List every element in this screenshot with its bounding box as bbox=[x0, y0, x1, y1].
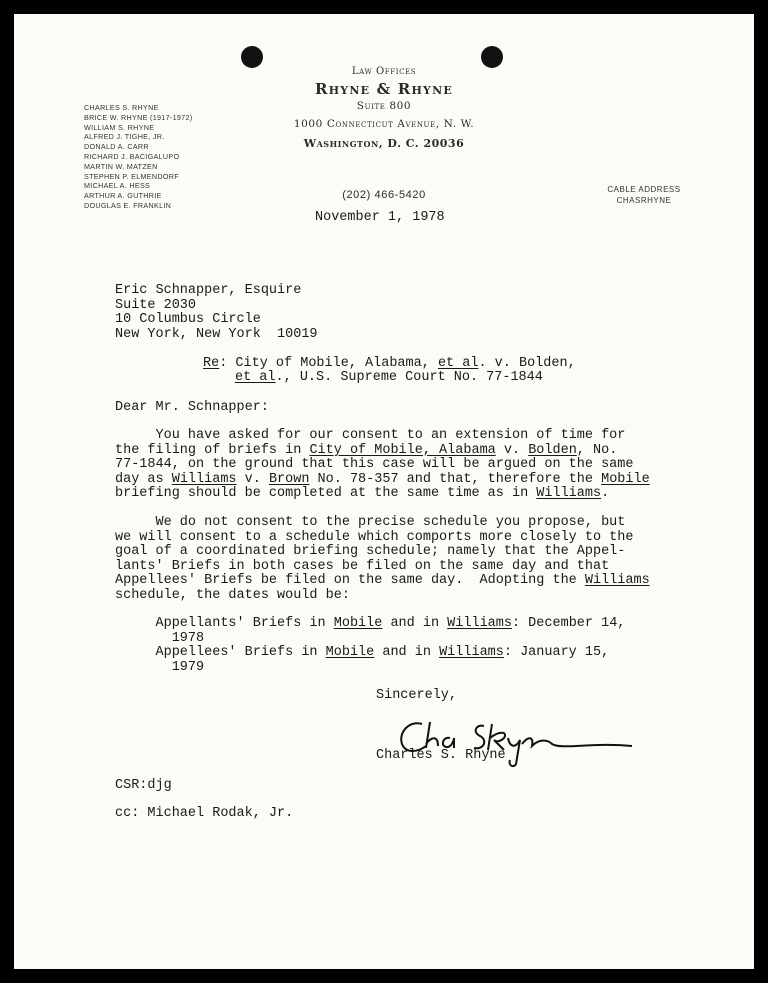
re-line-2 bbox=[235, 371, 543, 386]
schedule-line: Appellees' Briefs in Mobile and in Williams: January 15, bbox=[115, 645, 610, 660]
typist-initials: CSR:djg bbox=[115, 778, 172, 793]
addressee-line: Suite 2030 bbox=[115, 297, 197, 313]
addressee-block bbox=[115, 284, 318, 342]
cable-label: CABLE ADDRESS bbox=[607, 185, 681, 194]
partner-name: WILLIAM S. RHYNE bbox=[84, 122, 155, 132]
text-line: 77-1844, on the ground that this case will be argued on the same bbox=[115, 457, 634, 472]
partner-name: DONALD A. CARR bbox=[84, 142, 149, 152]
letterhead-suite: Suite 800 bbox=[356, 100, 412, 112]
closing: Sincerely, bbox=[376, 688, 458, 703]
paragraph-2 bbox=[115, 516, 650, 603]
re-text: ., U.S. Supreme Court No. 77-1844 bbox=[275, 370, 543, 385]
text-line: goal of a coordinated briefing schedule; namely that the Appel- bbox=[115, 544, 626, 559]
re-label: Re bbox=[203, 356, 220, 371]
signer-name: Charles S. Rhyne bbox=[376, 748, 506, 763]
paragraph-1 bbox=[115, 429, 650, 502]
letterhead-law-offices: Law Offices bbox=[351, 66, 417, 77]
text-line: lants' Briefs in both cases be filed on the same day and that bbox=[115, 558, 610, 574]
partner-name: MARTIN W. MATZEN bbox=[84, 161, 158, 171]
partner-name: MICHAEL A. HESS bbox=[84, 181, 151, 191]
punch-hole-left bbox=[241, 46, 263, 68]
letterhead-firm-name: Rhyne & Rhyne bbox=[315, 80, 453, 98]
text-line: We do not consent to the precise schedule you propose, but bbox=[115, 515, 626, 530]
addressee-line: 10 Columbus Circle bbox=[115, 312, 261, 327]
text-line: You have asked for our consent to an extension of time for bbox=[115, 428, 626, 443]
partner-name: STEPHEN P. ELMENDORF bbox=[84, 171, 179, 181]
letterhead-phone: (202) 466-5420 bbox=[342, 189, 426, 201]
cable-address bbox=[589, 184, 699, 206]
addressee-line: Eric Schnapper, Esquire bbox=[115, 283, 302, 298]
partner-name: CHARLES S. RHYNE bbox=[84, 103, 159, 112]
partner-name: BRICE W. RHYNE (1917-1972) bbox=[84, 112, 193, 122]
addressee-line: New York, New York 10019 bbox=[115, 326, 318, 342]
text-line: briefing should be completed at the same time as in Williams. bbox=[115, 486, 610, 501]
partner-name: RICHARD J. BACIGALUPO bbox=[84, 151, 180, 161]
re-et-al: et al bbox=[235, 370, 276, 385]
text-line: we will consent to a schedule which comports more closely to the bbox=[115, 529, 634, 545]
re-text: : City of Mobile, Alabama, bbox=[219, 356, 438, 371]
letterhead-city: Washington, D. C. 20036 bbox=[303, 137, 465, 150]
partner-name: ARTHUR A. GUTHRIE bbox=[84, 191, 162, 201]
text-line: the filing of briefs in City of Mobile, Alabama v. Bolden, No. bbox=[115, 442, 618, 458]
punch-hole-right bbox=[481, 46, 503, 68]
text-line: Appellees' Briefs be filed on the same day. Adopting the Williams bbox=[115, 573, 650, 588]
schedule-block bbox=[115, 617, 625, 675]
text-line: schedule, the dates would be: bbox=[115, 587, 350, 603]
letter-page bbox=[14, 14, 754, 969]
letterhead-street: 1000 Connecticut Avenue, N. W. bbox=[293, 118, 475, 130]
cable-value: CHASRHYNE bbox=[616, 196, 672, 205]
re-et-al: et al bbox=[437, 356, 479, 371]
partner-name: DOUGLAS E. FRANKLIN bbox=[84, 200, 172, 210]
letter-date: November 1, 1978 bbox=[315, 210, 445, 225]
schedule-line: Appellants' Briefs in Mobile and in Williams: December 14, bbox=[115, 616, 626, 631]
partner-list bbox=[84, 103, 192, 211]
schedule-line: 1978 bbox=[115, 630, 205, 646]
re-text: . v. Bolden, bbox=[478, 356, 576, 371]
partner-name: ALFRED J. TIGHE, JR. bbox=[84, 132, 165, 142]
schedule-line: 1979 bbox=[115, 659, 205, 675]
text-line: day as Williams v. Brown No. 78-357 and that, therefore the Mobile bbox=[115, 471, 650, 487]
cc-line: cc: Michael Rodak, Jr. bbox=[115, 806, 294, 821]
salutation: Dear Mr. Schnapper: bbox=[115, 400, 269, 415]
